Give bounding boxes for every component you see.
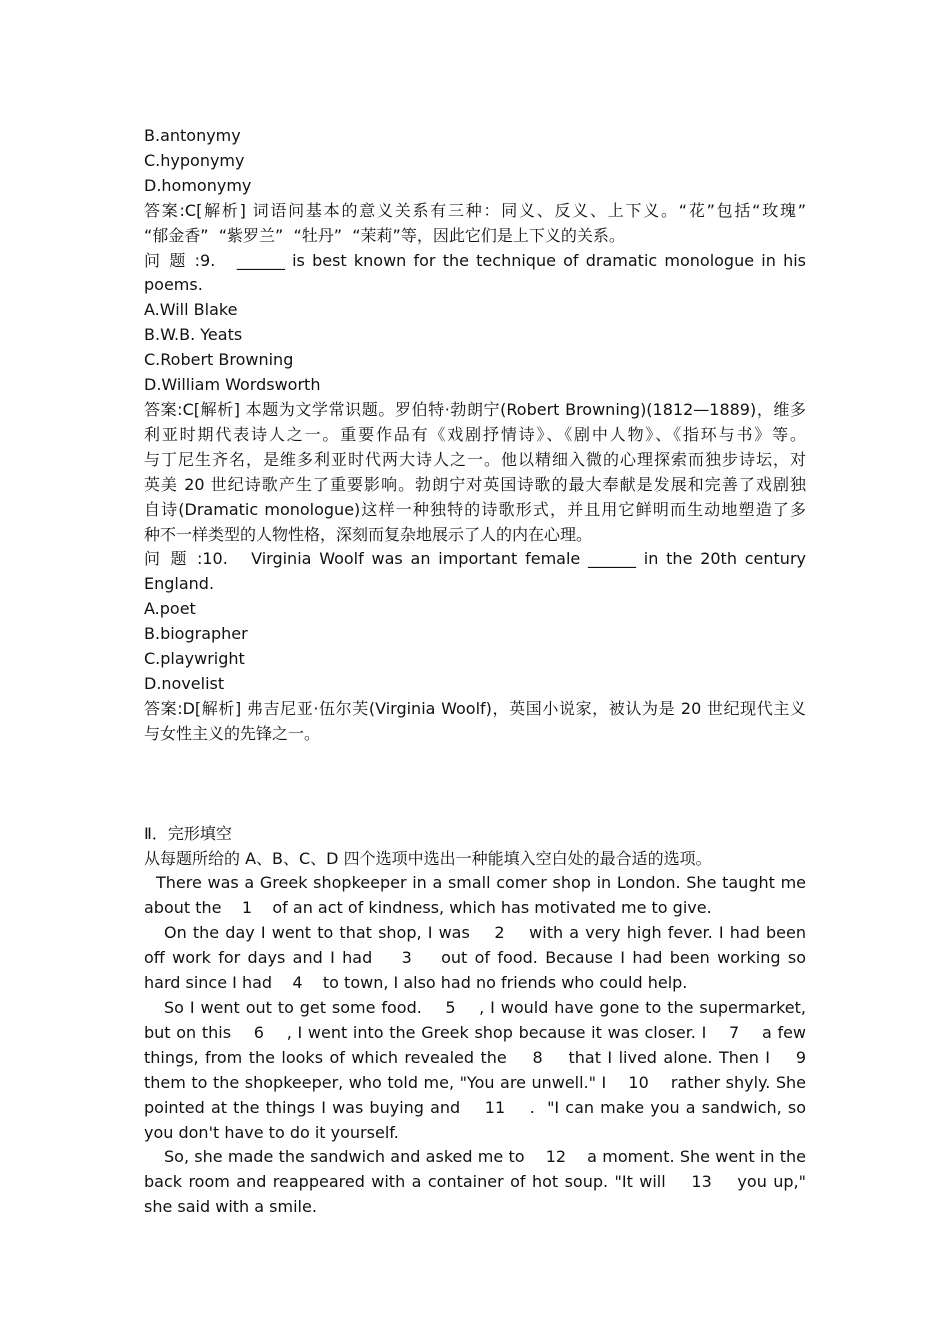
q9-answer-line: 种不一样类型的人物性格，深刻而复杂地展示了人的内在心理。 xyxy=(144,524,593,544)
section-instruction: 从每题所给的 A、B、C、D 四个选项中选出一种能填入空白处的最合适的选项。 xyxy=(144,848,712,868)
q8-option-b: B.antonymy xyxy=(144,126,241,145)
q9-answer-line: 与丁尼生齐名，是维多利亚时代两大诗人之一。他以精细入微的心理探索而独步诗坛，对 xyxy=(144,449,806,469)
passage-line: things, from the looks of which revealed the 8 that I lived alone. Then I 9 xyxy=(144,1047,806,1067)
passage-line: you don't have to do it yourself. xyxy=(144,1122,399,1142)
q10-option-c: C.playwright xyxy=(144,649,245,669)
q10-option-d: D.novelist xyxy=(144,673,225,693)
q10-option-b: B.biographer xyxy=(144,624,248,644)
q9-question: poems. xyxy=(144,275,203,295)
q9-answer-line: 自诗(Dramatic monologue)这样一种独特的诗歌形式，并且用它鲜明而生动地塑造了多 xyxy=(144,499,806,519)
document-page xyxy=(144,124,806,1220)
passage-line: hard since I had 4 to town, I also had no friends who could help. xyxy=(144,973,688,993)
q8-option-d: D.homonymy xyxy=(144,175,252,195)
q10-option-a: A.poet xyxy=(144,599,196,619)
passage-line: So, she made the sandwich and asked me to 12 a moment. She went in the xyxy=(164,1147,806,1167)
q10-answer-line: 答案:D[解析] 弗吉尼亚·伍尔芙(Virginia Woolf)，英国小说家，被认为是 20 世纪现代主义 xyxy=(144,698,806,718)
q9-answer-line: 利亚时期代表诗人之一。重要作品有《戏剧抒情诗》、《剧中人物》、《指环与书》等。 xyxy=(144,424,806,444)
q8-option-c: C.hyponymy xyxy=(144,150,245,170)
passage-line: about the 1 of an act of kindness, which has motivated me to give. xyxy=(144,898,712,918)
section-spacer xyxy=(144,747,806,822)
passage-line: but on this 6 , I went into the Greek shop because it was closer. I 7 a few xyxy=(144,1022,806,1042)
q10-question: England. xyxy=(144,574,215,594)
q9-answer-line: 英美 20 世纪诗歌产生了重要影响。勃朗宁对英国诗歌的最大奉献是发展和完善了戏剧独 xyxy=(144,474,806,494)
q9-answer-line: 答案:C[解析] 本题为文学常识题。罗伯特·勃朗宁(Robert Browning)(1812—1889)，维多 xyxy=(144,399,806,419)
passage-line: There was a Greek shopkeeper in a small comer shop in London. She taught me xyxy=(156,873,806,893)
section-heading: Ⅱ．完形填空 xyxy=(144,823,232,843)
passage-line: them to the shopkeeper, who told me, "You are unwell." I 10 rather shyly. She xyxy=(144,1072,806,1092)
passage-line: she said with a smile. xyxy=(144,1197,317,1217)
q9-option-c: C.Robert Browning xyxy=(144,350,294,370)
passage-line: pointed at the things I was buying and 11 . "I can make you a sandwich, so xyxy=(144,1097,806,1117)
q9-question: 问 题 :9. ______ is best known for the technique of dramatic monologue in his xyxy=(144,250,806,270)
passage-line: off work for days and I had 3 out of food. Because I had been working so xyxy=(144,948,806,968)
q8-answer-line: 答案:C[解析] 词语问基本的意义关系有三种：同义、反义、上下义。“花”包括“玫瑰” xyxy=(144,200,806,220)
q9-option-b: B.W.B. Yeats xyxy=(144,325,243,345)
passage-line: So I went out to get some food. 5 , I would have gone to the supermarket, xyxy=(164,998,806,1017)
q10-answer-line: 与女性主义的先锋之一。 xyxy=(144,723,321,743)
q9-option-d: D.William Wordsworth xyxy=(144,375,321,395)
q10-question: 问 题 :10. Virginia Woolf was an important female ______ in the 20th century xyxy=(144,549,806,569)
q8-answer-line: “郁金香” “紫罗兰” “牡丹” “茉莉”等，因此它们是上下义的关系。 xyxy=(144,225,625,245)
passage-line: On the day I went to that shop, I was 2 with a very high fever. I had been xyxy=(164,923,806,943)
q9-option-a: A.Will Blake xyxy=(144,300,238,320)
passage-line: back room and reappeared with a container of hot soup. "It will 13 you up," xyxy=(144,1172,806,1192)
